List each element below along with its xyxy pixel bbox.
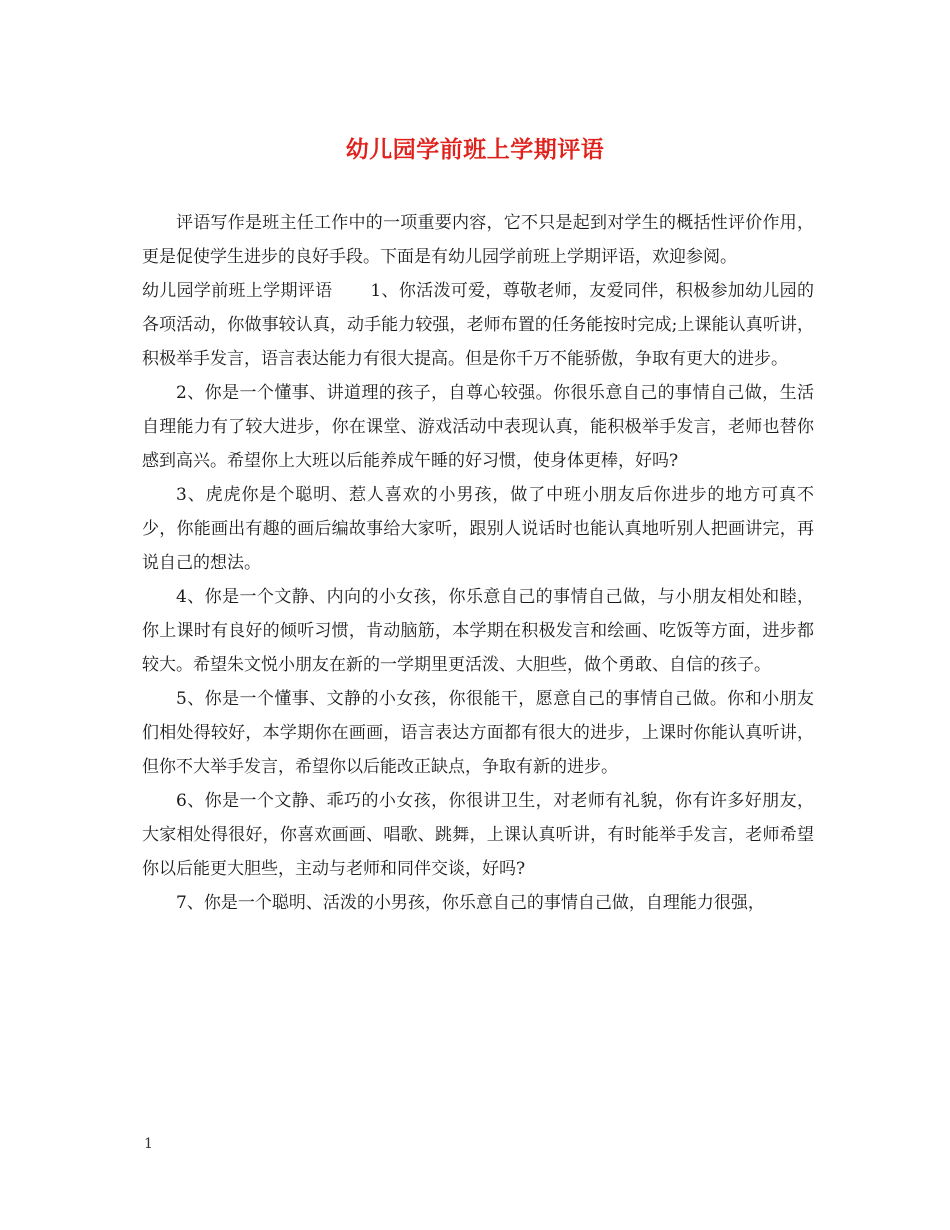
comment-paragraph: 5、你是一个懂事、文静的小女孩，你很能干，愿意自己的事情自己做。你和小朋友们相处得较好，本学期你在画画，语言表达方面都有很大的进步，上课时你能认真听讲，但你不大举手发言，希望你以后能改正缺点，争取有新的进步。	[142, 689, 814, 777]
page-number: 1	[144, 1136, 153, 1152]
comment-paragraph: 7、你是一个聪明、活泼的小男孩，你乐意自己的事情自己做，自理能力很强，	[176, 893, 765, 913]
comment-paragraph: 3、虎虎你是个聪明、惹人喜欢的小男孩，做了中班小朋友后你进步的地方可真不少，你能画出有趣的画后编故事给大家听，跟别人说话时也能认真地听别人把画讲完，再说自己的想法。	[142, 485, 814, 573]
comment-paragraph: 2、你是一个懂事、讲道理的孩子，自尊心较强。你很乐意自己的事情自己做，生活自理能力有了较大进步，你在课堂、游戏活动中表现认真，能积极举手发言，老师也替你感到高兴。希望你上大班以后能养成午睡的好习惯，使身体更棒，好吗?	[142, 383, 814, 471]
intro-paragraph: 评语写作是班主任工作中的一项重要内容，它不只是起到对学生的概括性评价作用，更是促使学生进步的良好手段。下面是有幼儿园学前班上学期评语，欢迎参阅。	[142, 213, 814, 267]
comment-item: 1、你活泼可爱，尊敬老师，友爱同伴，积极参加幼儿园的各项活动，你做事较认真，动手能力较强，老师布置的任务能按时完成;上课能认真听讲，积极举手发言，语言表达能力有很大提高。但是你千万不能骄傲，争取有更大的进步。	[142, 281, 814, 369]
comment-paragraph: 6、你是一个文静、乖巧的小女孩，你很讲卫生，对老师有礼貌，你有许多好朋友，大家相处得很好，你喜欢画画、唱歌、跳舞，上课认真听讲，有时能举手发言，老师希望你以后能更大胆些，主动与老师和同伴交谈，好吗?	[142, 791, 814, 879]
section-heading: 幼儿园学前班上学期评语	[142, 281, 333, 301]
document-body	[142, 206, 814, 920]
comment-paragraph: 4、你是一个文静、内向的小女孩，你乐意自己的事情自己做，与小朋友相处和睦，你上课时有良好的倾听习惯，肯动脑筋，本学期在积极发言和绘画、吃饭等方面，进步都较大。希望朱文悦小朋友在新的一学期里更活泼、大胆些，做个勇敢、自信的孩子。	[142, 587, 814, 675]
first-comment-paragraph	[142, 274, 814, 376]
document-title: 幼儿园学前班上学期评语	[345, 136, 605, 163]
